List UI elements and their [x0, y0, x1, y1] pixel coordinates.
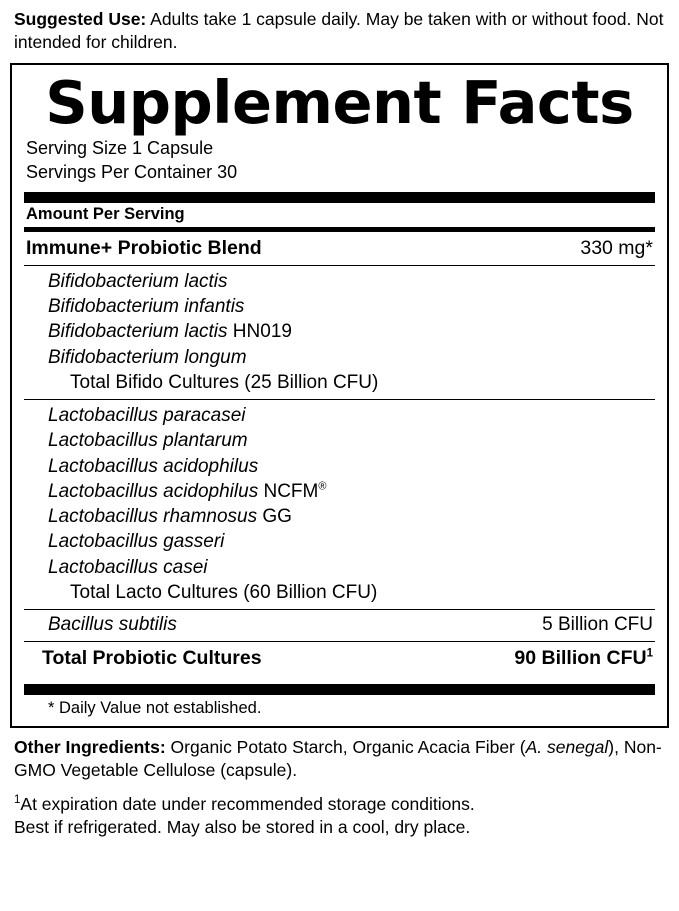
- daily-value-note: * Daily Value not established.: [48, 699, 262, 718]
- servings-per-container: Servings Per Container 30: [26, 162, 238, 183]
- blend-amount: 330 mg*: [580, 236, 653, 259]
- lacto-group: [24, 400, 655, 609]
- strain-name-roman: NCFM: [258, 480, 319, 502]
- strain-row: [24, 454, 655, 479]
- expiration-note-block: [10, 783, 669, 840]
- other-ingredients-text: [14, 736, 665, 783]
- strain-name-italic: Lactobacillus casei: [48, 556, 208, 578]
- other-ingredients-block: [10, 728, 669, 783]
- strain-name-italic: Bifidobacterium lactis: [48, 270, 228, 292]
- divider-thick-bottom: [24, 684, 655, 695]
- amount-per-serving-header: Amount Per Serving: [26, 204, 185, 223]
- strain-name-roman: HN019: [227, 321, 292, 343]
- expiration-note-line1: At expiration date under recommended storage conditions.: [20, 793, 475, 814]
- other-ingredients-body-1: Organic Potato Starch, Organic Acacia Fiber (: [165, 737, 526, 758]
- total-probiotic-row: [24, 642, 655, 676]
- bacillus-name: Bacillus subtilis: [48, 614, 177, 636]
- lacto-total: Total Lacto Cultures (60 Billion CFU): [70, 581, 378, 603]
- supplement-facts-panel: [10, 63, 669, 729]
- bifido-group: [24, 266, 655, 399]
- bacillus-amount: 5 Billion CFU: [542, 614, 653, 636]
- serving-size: Serving Size 1 Capsule: [26, 137, 214, 158]
- suggested-use-block: [10, 0, 669, 61]
- strain-row: [24, 529, 655, 554]
- strain-row: [24, 294, 655, 319]
- total-probiotic-amount: 90 Billion CFU$^1$: [514, 647, 653, 670]
- strain-name-italic: Bifidobacterium infantis: [48, 295, 245, 317]
- panel-title: Supplement Facts: [45, 67, 634, 137]
- other-ingredients-label: Other Ingredients:: [14, 737, 166, 758]
- expiration-note-text: [14, 793, 665, 840]
- total-probiotic-label: Total Probiotic Cultures: [42, 647, 262, 670]
- footnote-marker: 1: [14, 793, 21, 806]
- strain-name-italic: Lactobacillus plantarum: [48, 430, 248, 452]
- suggested-use-body: Adults take 1 capsule daily. May be taken with or without food. Not intended for children.: [14, 9, 664, 53]
- strain-row: [24, 345, 655, 370]
- strain-row: [24, 269, 655, 294]
- strain-row: [24, 479, 655, 504]
- strain-row: [24, 403, 655, 428]
- bacillus-row: [24, 610, 655, 641]
- strain-name-italic: Lactobacillus rhamnosus: [48, 506, 258, 528]
- suggested-use-label: Suggested Use:: [14, 9, 147, 29]
- blend-name: Immune+ Probiotic Blend: [26, 236, 262, 259]
- strain-row: [24, 504, 655, 529]
- strain-name-italic: Lactobacillus acidophilus: [48, 455, 259, 477]
- strain-row: [24, 319, 655, 344]
- strain-name-italic: Lactobacillus gasseri: [48, 531, 225, 553]
- strain-name-italic: Bifidobacterium lactis: [48, 321, 228, 343]
- strain-name-italic: Lactobacillus paracasei: [48, 405, 246, 427]
- other-ingredients-italic: A. senegal: [525, 737, 609, 758]
- expiration-note-line2: Best if refrigerated. May also be stored in a cool, dry place.: [14, 816, 471, 837]
- strain-row: [24, 555, 655, 580]
- bifido-total: Total Bifido Cultures (25 Billion CFU): [70, 371, 379, 393]
- registered-mark: ®: [318, 480, 327, 493]
- strain-name-roman: GG: [257, 506, 292, 528]
- strain-name-italic: Lactobacillus acidophilus: [48, 480, 259, 502]
- suggested-use-text: [14, 8, 665, 55]
- strain-name-italic: Bifidobacterium longum: [48, 346, 247, 368]
- footnote-marker: 1: [646, 647, 653, 660]
- strain-row: [24, 428, 655, 453]
- other-ingredients-body-2: ), Non-GMO Vegetable Cellulose (capsule).: [14, 737, 662, 781]
- divider-thick-top: [24, 192, 655, 203]
- blend-row: [24, 232, 655, 265]
